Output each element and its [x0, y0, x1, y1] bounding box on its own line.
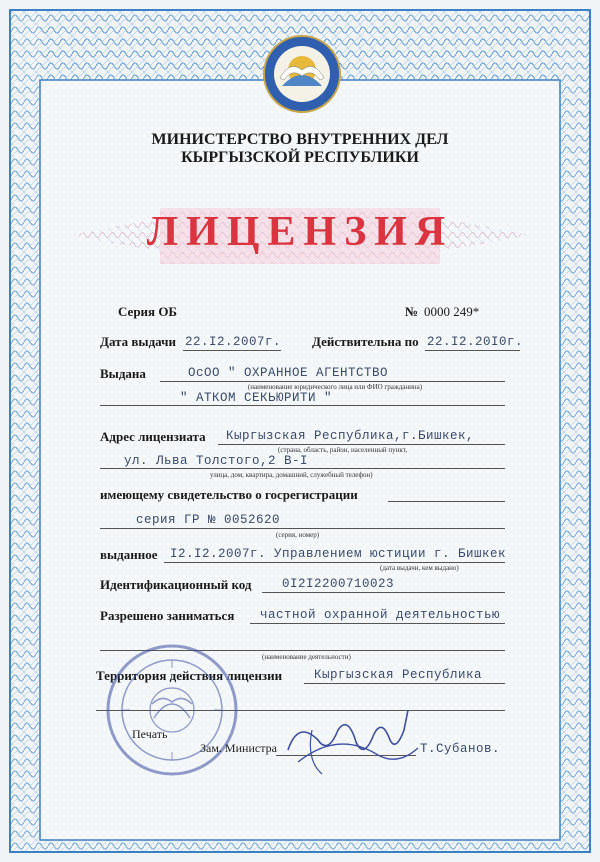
address-hint2: улица, дом, квартира, домашний, служебный телефон) — [210, 471, 373, 479]
issued-to-hint: (наименование юридического лица или ФИО гражданина) — [247, 383, 423, 391]
territory-label: Территория действия лицензии — [96, 668, 283, 683]
id-code-value: 0I2I2200710023 — [282, 577, 395, 591]
issue-date-value: 22.I2.2007г. — [185, 335, 282, 349]
issued-to-line1: ОсОО " ОХРАННОЕ АГЕНТСТВО — [188, 366, 389, 380]
issued-by-hint: (дата выдачи, кем выдано) — [380, 564, 459, 572]
valid-until-value: 22.I2.20I0г. — [427, 335, 524, 349]
issued-by-label: выданное — [100, 547, 158, 562]
registration-hint: (серия, номер) — [276, 531, 320, 539]
activity-hint: (наименование деятельности) — [262, 653, 351, 661]
address-label: Адрес лицензиата — [100, 429, 206, 444]
license-number: 0000 249* — [424, 304, 480, 319]
address-line2: ул. Льва Толстого,2 В-I — [124, 454, 309, 468]
issued-to-label: Выдана — [100, 366, 146, 381]
handwritten-signature — [278, 700, 428, 780]
activity-value: частной охранной деятельностью — [260, 608, 501, 622]
ministry-title-line2: КЫРГЫЗСКОЙ РЕСПУБЛИКИ — [181, 149, 419, 166]
stamp-label: Печать — [132, 727, 168, 741]
id-code-label: Идентификационный код — [100, 577, 252, 592]
registration-label: имеющему свидетельство о госрегистрации — [100, 487, 358, 502]
signer-name: Т.Субанов. — [420, 742, 501, 756]
activity-label: Разрешено заниматься — [100, 608, 235, 623]
valid-until-label: Действительна по — [312, 334, 419, 349]
document-title: ЛИЦЕНЗИЯ — [146, 209, 454, 255]
registration-value: серия ГР № 0052620 — [136, 513, 281, 527]
ministry-title-line1: МИНИСТЕРСТВО ВНУТРЕННИХ ДЕЛ — [151, 131, 449, 148]
issued-to-line2: " АТКОМ СЕКЬЮРИТИ " — [180, 391, 333, 405]
address-line1: Кыргызская Республика,г.Бишкек, — [226, 429, 475, 443]
number-label: № — [405, 304, 419, 319]
issue-date-label: Дата выдачи — [100, 334, 176, 349]
series-label: Серия ОБ — [118, 304, 178, 319]
address-hint1: (страна, область, район, населенный пункт, — [278, 446, 408, 454]
state-emblem-icon — [262, 34, 342, 114]
territory-value: Кыргызская Республика — [314, 668, 483, 682]
official-stamp-icon — [102, 640, 242, 780]
issued-by-value: I2.I2.2007г. Управлением юстиции г. Бишкек — [170, 547, 507, 561]
signer-title: Зам. Министра — [200, 741, 277, 755]
